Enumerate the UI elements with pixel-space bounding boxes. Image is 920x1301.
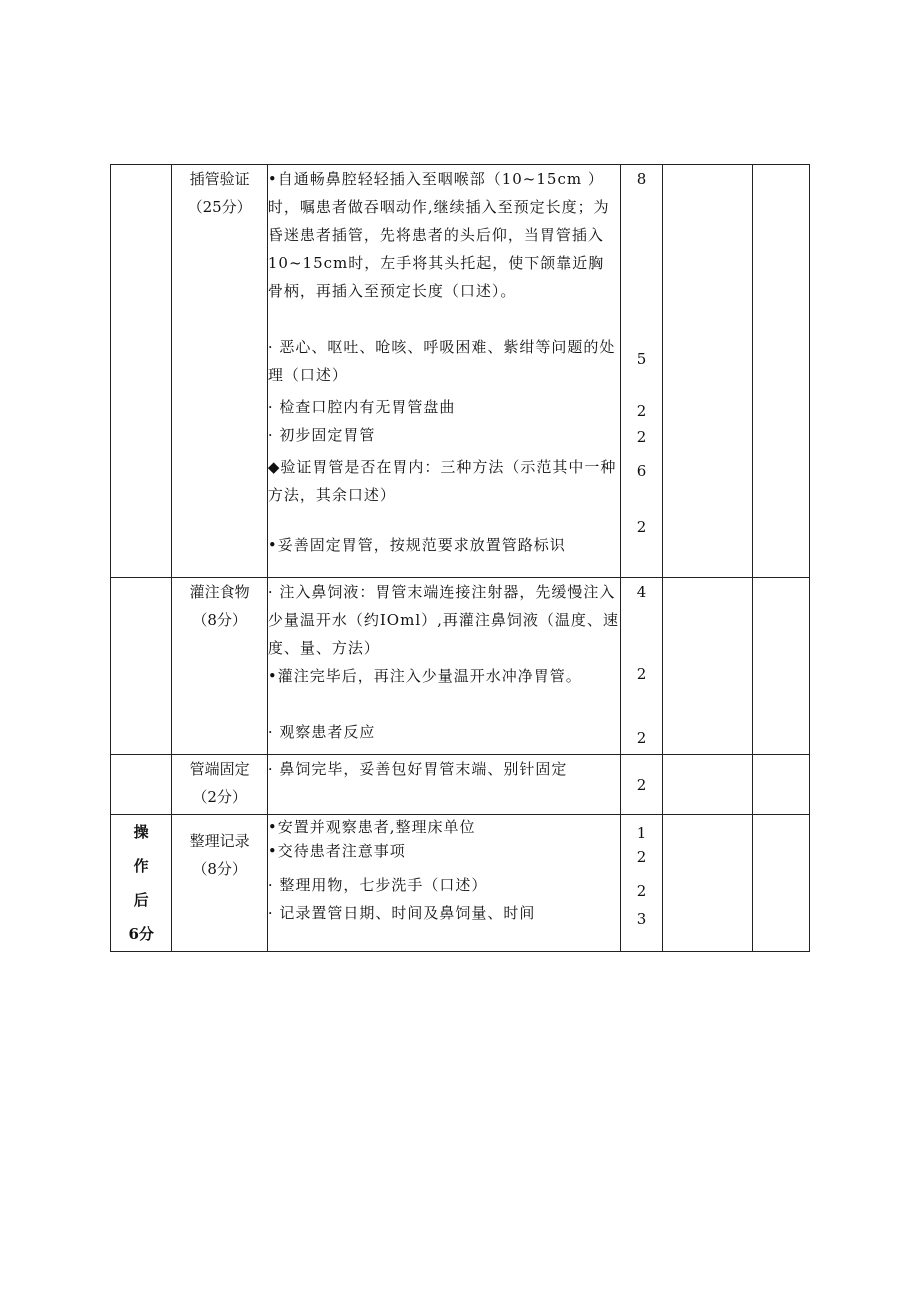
category-score: （8分）: [192, 860, 247, 878]
section-cell: [111, 755, 172, 815]
list-item: · 注入鼻饲液：胃管末端连接注射器，先缓慢注入少量温开水（约IOml）,再灌注鼻饲液（温度、速度、量、方法）: [267, 583, 619, 657]
points-cell: [620, 578, 662, 755]
point-value: 2: [636, 518, 647, 536]
empty-cell: [663, 578, 753, 755]
point-value: 2: [636, 402, 647, 420]
category-cell: [172, 815, 268, 952]
list-item: · 恶心、呕吐、呛咳、呼吸困难、紫绀等问题的处理（口述）: [267, 338, 616, 384]
category-cell: [172, 755, 268, 815]
list-item: •妥善固定胃管，按规范要求放置管路标识: [267, 536, 566, 554]
list-item: · 初步固定胃管: [267, 426, 376, 444]
point-value: 3: [636, 910, 647, 928]
point-value: 2: [636, 848, 647, 866]
empty-cell: [663, 755, 753, 815]
point-value: 2: [636, 665, 647, 683]
list-item: ◆验证胃管是否在胃内：三种方法（示范其中一种方法，其余口述）: [267, 458, 617, 504]
point-value: 5: [636, 350, 647, 368]
table-row: [111, 578, 810, 755]
section-label: 作: [133, 857, 149, 875]
table-row: [111, 165, 810, 578]
list-item: · 整理用物，七步洗手（口述）: [267, 876, 488, 894]
list-item: •灌注完毕后，再注入少量温开水冲净胃管。: [267, 667, 582, 685]
list-item: •安置并观察患者,整理床单位: [267, 818, 476, 836]
empty-cell: [752, 578, 809, 755]
point-value: 8: [636, 170, 647, 188]
point-value: 1: [636, 824, 647, 842]
empty-cell: [752, 755, 809, 815]
section-label: 6分: [128, 925, 154, 943]
items-cell: [267, 165, 620, 578]
items-cell: [267, 755, 620, 815]
table-row: [111, 755, 810, 815]
list-item: · 检查口腔内有无胃管盘曲: [267, 398, 456, 416]
category-name: 整理记录: [189, 832, 250, 850]
empty-cell: [752, 165, 809, 578]
empty-cell: [752, 815, 809, 952]
empty-cell: [663, 165, 753, 578]
point-value: 4: [636, 583, 647, 601]
list-item: · 鼻饲完毕，妥善包好胃管末端、别针固定: [267, 760, 568, 778]
scoring-table: [110, 164, 810, 952]
list-item: •自通畅鼻腔轻轻插入至咽喉部（10~15cm ）时，嘱患者做吞咽动作,继续插入至预定长度；为昏迷患者插管，先将患者的头后仰，当胃管插入10~15cm时，左手将其头托起，使下颌靠近胸骨柄，再插入至预定长度（口述）。: [267, 170, 610, 300]
category-name: 管端固定: [189, 760, 250, 778]
category-score: （2分）: [192, 788, 247, 806]
list-item: · 观察患者反应: [267, 723, 376, 741]
category-score: （25分）: [187, 198, 252, 216]
table-row: [111, 815, 810, 952]
point-value: 2: [636, 729, 647, 747]
empty-cell: [663, 815, 753, 952]
list-item: · 记录置管日期、时间及鼻饲量、时间: [267, 904, 536, 922]
category-name: 插管验证: [189, 170, 250, 188]
category-score: （8分）: [192, 611, 247, 629]
section-label: 后: [133, 891, 149, 909]
items-cell: [267, 815, 620, 952]
point-value: 2: [636, 882, 647, 900]
category-cell: [172, 578, 268, 755]
items-cell: [267, 578, 620, 755]
list-item: •交待患者注意事项: [267, 842, 406, 860]
section-cell: [111, 815, 172, 952]
points-cell: [620, 165, 662, 578]
section-cell: [111, 165, 172, 578]
points-cell: [620, 755, 662, 815]
section-cell: [111, 578, 172, 755]
point-value: 2: [636, 775, 647, 794]
points-cell: [620, 815, 662, 952]
point-value: 2: [636, 428, 647, 446]
point-value: 6: [636, 462, 647, 480]
category-name: 灌注食物: [189, 583, 250, 601]
category-cell: [172, 165, 268, 578]
section-label: 操: [133, 823, 149, 841]
